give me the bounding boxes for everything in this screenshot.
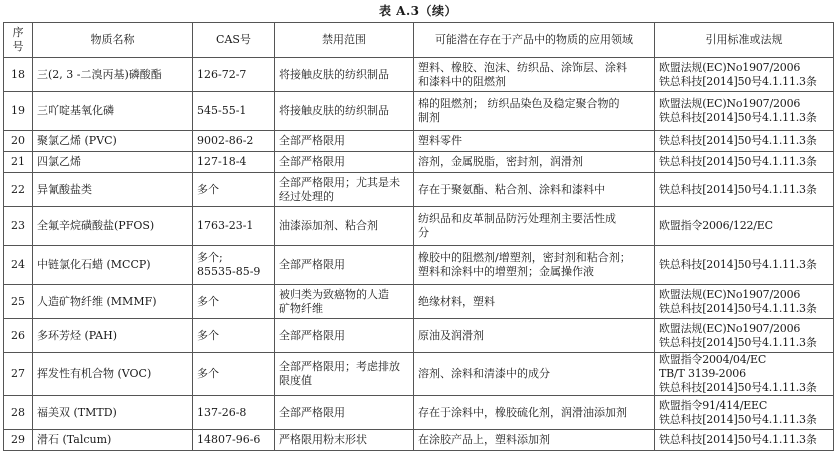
cell-cas: 多个; 85535-85-9 bbox=[193, 246, 275, 285]
cell-name: 中链氯化石蜡 (MCCP) bbox=[33, 246, 193, 285]
cell-cas: 137-26-8 bbox=[193, 396, 275, 430]
table-row bbox=[4, 319, 834, 353]
table-row bbox=[4, 92, 834, 131]
cell-scope: 全部严格限用；尤其是未 经过处理的 bbox=[275, 173, 414, 207]
cell-scope: 严格限用粉末形状 bbox=[275, 430, 414, 451]
cell-cas: 多个 bbox=[193, 319, 275, 353]
cell-cas: 126-72-7 bbox=[193, 58, 275, 92]
table-row bbox=[4, 246, 834, 285]
cell-scope: 被归类为致癌物的人造 矿物纤维 bbox=[275, 285, 414, 319]
table-row bbox=[4, 430, 834, 451]
cell-application: 溶剂、涂料和清漆中的成分 bbox=[414, 353, 655, 396]
cell-name: 福美双 (TMTD) bbox=[33, 396, 193, 430]
cell-no: 20 bbox=[4, 131, 33, 152]
cell-application: 塑料、橡胶、泡沫、纺织品、涂饰层、涂料 和漆料中的阻燃剂 bbox=[414, 58, 655, 92]
cell-scope: 将接触皮肤的纺织制品 bbox=[275, 58, 414, 92]
cell-cas: 1763-23-1 bbox=[193, 207, 275, 246]
cell-no: 19 bbox=[4, 92, 33, 131]
cell-cas: 14807-96-6 bbox=[193, 430, 275, 451]
table-row bbox=[4, 207, 834, 246]
cell-no: 21 bbox=[4, 152, 33, 173]
cell-scope: 全部严格限用 bbox=[275, 246, 414, 285]
cell-name: 挥发性有机合物 (VOC) bbox=[33, 353, 193, 396]
cell-application: 存在于涂料中，橡胶硫化剂，润滑油添加剂 bbox=[414, 396, 655, 430]
cell-no: 24 bbox=[4, 246, 33, 285]
cell-cas: 545-55-1 bbox=[193, 92, 275, 131]
cell-no: 23 bbox=[4, 207, 33, 246]
table-header-row bbox=[4, 23, 834, 58]
cell-application: 纺织品和皮革制品防污处理剂主要活性成 分 bbox=[414, 207, 655, 246]
cell-application: 原油及润滑剂 bbox=[414, 319, 655, 353]
cell-no: 27 bbox=[4, 353, 33, 396]
cell-application: 溶剂，金属脱脂，密封剂，润滑剂 bbox=[414, 152, 655, 173]
cell-no: 18 bbox=[4, 58, 33, 92]
cell-regulation: 欧盟指令91/414/EEC 铁总科技[2014]50号4.1.11.3条 bbox=[655, 396, 834, 430]
cell-application: 存在于聚氨酯、粘合剂、涂料和漆料中 bbox=[414, 173, 655, 207]
header-application: 可能潜在存在于产品中的物质的应用领域 bbox=[414, 23, 655, 58]
table-row bbox=[4, 353, 834, 396]
cell-cas: 9002-86-2 bbox=[193, 131, 275, 152]
cell-cas: 多个 bbox=[193, 173, 275, 207]
cell-cas: 多个 bbox=[193, 353, 275, 396]
cell-application: 绝缘材料，塑料 bbox=[414, 285, 655, 319]
cell-name: 聚氯乙烯 (PVC) bbox=[33, 131, 193, 152]
cell-regulation: 欧盟指令2004/04/EC TB/T 3139-2006 铁总科技[2014]50号4.1.11.3条 bbox=[655, 353, 834, 396]
cell-name: 三吖啶基氧化磷 bbox=[33, 92, 193, 131]
cell-scope: 油漆添加剂、粘合剂 bbox=[275, 207, 414, 246]
cell-no: 22 bbox=[4, 173, 33, 207]
table-row bbox=[4, 152, 834, 173]
cell-regulation: 欧盟法规(EC)No1907/2006 铁总科技[2014]50号4.1.11.3条 bbox=[655, 92, 834, 131]
cell-no: 28 bbox=[4, 396, 33, 430]
cell-regulation: 铁总科技[2014]50号4.1.11.3条 bbox=[655, 152, 834, 173]
cell-name: 三(2, 3 -二溴丙基)磷酸酯 bbox=[33, 58, 193, 92]
cell-cas: 多个 bbox=[193, 285, 275, 319]
cell-regulation: 铁总科技[2014]50号4.1.11.3条 bbox=[655, 173, 834, 207]
cell-no: 26 bbox=[4, 319, 33, 353]
cell-scope: 全部严格限用 bbox=[275, 152, 414, 173]
header-regulation: 引用标准或法规 bbox=[655, 23, 834, 58]
cell-application: 在涂胶产品上，塑料添加剂 bbox=[414, 430, 655, 451]
cell-application: 棉的阻燃剂； 纺织品染色及稳定聚合物的 制剂 bbox=[414, 92, 655, 131]
table-row bbox=[4, 173, 834, 207]
table-row bbox=[4, 131, 834, 152]
header-scope: 禁用范围 bbox=[275, 23, 414, 58]
cell-scope: 全部严格限用 bbox=[275, 319, 414, 353]
cell-name: 多环芳烃 (PAH) bbox=[33, 319, 193, 353]
cell-scope: 将接触皮肤的纺织制品 bbox=[275, 92, 414, 131]
cell-name: 滑石 (Talcum) bbox=[33, 430, 193, 451]
cell-regulation: 欧盟指令2006/122/EC bbox=[655, 207, 834, 246]
cell-application: 橡胶中的阻燃剂/增塑剂，密封剂和粘合剂； 塑料和涂料中的增塑剂；金属操作液 bbox=[414, 246, 655, 285]
table-caption: 表 A.3（续） bbox=[378, 4, 458, 18]
cell-name: 异氰酸盐类 bbox=[33, 173, 193, 207]
cell-scope: 全部严格限用 bbox=[275, 396, 414, 430]
cell-regulation: 欧盟法规(EC)No1907/2006 铁总科技[2014]50号4.1.11.3条 bbox=[655, 285, 834, 319]
cell-name: 人造矿物纤维 (MMMF) bbox=[33, 285, 193, 319]
cell-name: 全氟辛烷磺酸盐(PFOS) bbox=[33, 207, 193, 246]
cell-application: 塑料零件 bbox=[414, 131, 655, 152]
cell-regulation: 铁总科技[2014]50号4.1.11.3条 bbox=[655, 430, 834, 451]
cell-no: 29 bbox=[4, 430, 33, 451]
table-row bbox=[4, 396, 834, 430]
restricted-substances-table bbox=[3, 22, 834, 451]
cell-scope: 全部严格限用；考虑排放 限度值 bbox=[275, 353, 414, 396]
cell-regulation: 欧盟法规(EC)No1907/2006 铁总科技[2014]50号4.1.11.3条 bbox=[655, 319, 834, 353]
table-row bbox=[4, 58, 834, 92]
cell-regulation: 欧盟法规(EC)No1907/2006 铁总科技[2014]50号4.1.11.3条 bbox=[655, 58, 834, 92]
header-no: 序 号 bbox=[4, 23, 33, 58]
cell-name: 四氯乙烯 bbox=[33, 152, 193, 173]
cell-regulation: 铁总科技[2014]50号4.1.11.3条 bbox=[655, 246, 834, 285]
cell-no: 25 bbox=[4, 285, 33, 319]
header-cas: CAS号 bbox=[193, 23, 275, 58]
header-name: 物质名称 bbox=[33, 23, 193, 58]
cell-cas: 127-18-4 bbox=[193, 152, 275, 173]
cell-scope: 全部严格限用 bbox=[275, 131, 414, 152]
table-row bbox=[4, 285, 834, 319]
cell-regulation: 铁总科技[2014]50号4.1.11.3条 bbox=[655, 131, 834, 152]
